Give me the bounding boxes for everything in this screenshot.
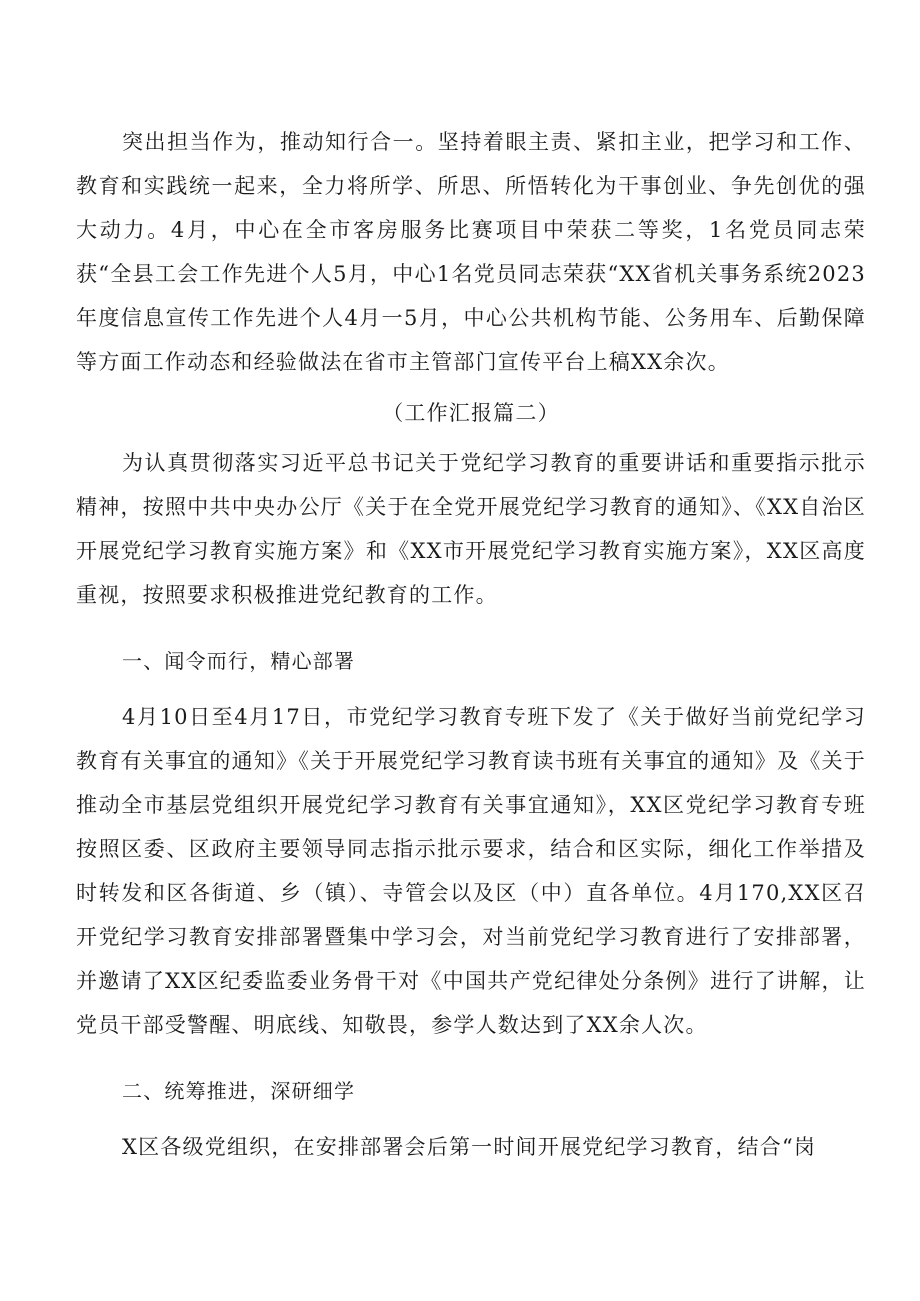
heading-2: 二、统筹推进，深研细学 <box>122 1079 356 1103</box>
heading-1: 一、闻令而行，精心部署 <box>122 649 356 673</box>
paragraph-1-lead: 突出担当作为，推动知行合一。 <box>122 130 438 154</box>
paragraph-4: X区各级党组织，在安排部署会后第一时间开展党纪学习教育，结合“岗 <box>122 1135 817 1159</box>
paragraph-1-body: 坚持着眼主责、紧扣主业，把学习和工作、教育和实践统一起来，全力将所学、所思、所悟转化为干事创业、争先创优的强大动力。4月，中心在全市客房服务比赛项目中荣获二等奖，1名党员同志荣获“全县工会工作先进个人5月，中心1名党员同志荣获“XX省机关事务系统2023年度信息宣传工作先进个人4月一5月，中心公共机构节能、公务用车、后勤保障等方面工作动态和经验做法在省市主管部门宣传平台上稿XX余次。 <box>76 130 866 374</box>
paragraph-2: 为认真贯彻落实习近平总书记关于党纪学习教育的重要讲话和重要指示批示精神，按照中共中央办公厅《关于在全党开展党纪学习教育的通知》、《XX自治区开展党纪学习教育实施方案》和《XX市开展党纪学习教育实施方案》，XX区高度重视，按照要求积极推进党纪教育的工作。 <box>76 451 866 607</box>
section-title: （工作汇报篇二） <box>382 401 560 425</box>
paragraph-1 <box>76 120 866 384</box>
document-page <box>76 120 866 1169</box>
paragraph-3: 4月10日至4月17日，市党纪学习教育专班下发了《关于做好当前党纪学习教育有关事宜的通知》《关于开展党纪学习教育读书班有关事宜的通知》及《关于推动全市基层党组织开展党纪学习教育有关事宜通知》，XX区党纪学习教育专班按照区委、区政府主要领导同志指示批示要求，结合和区实际，细化工作举措及时转发和区各街道、乡（镇）、寺管会以及区（中）直各单位。4月170,XX区召开党纪学习教育安排部署暨集中学习会，对当前党纪学习教育进行了安排部署，并邀请了XX区纪委监委业务骨干对《中国共产党纪律处分条例》进行了讲解，让党员干部受警醒、明底线、知敬畏，参学人数达到了XX余人次。 <box>76 705 866 1037</box>
